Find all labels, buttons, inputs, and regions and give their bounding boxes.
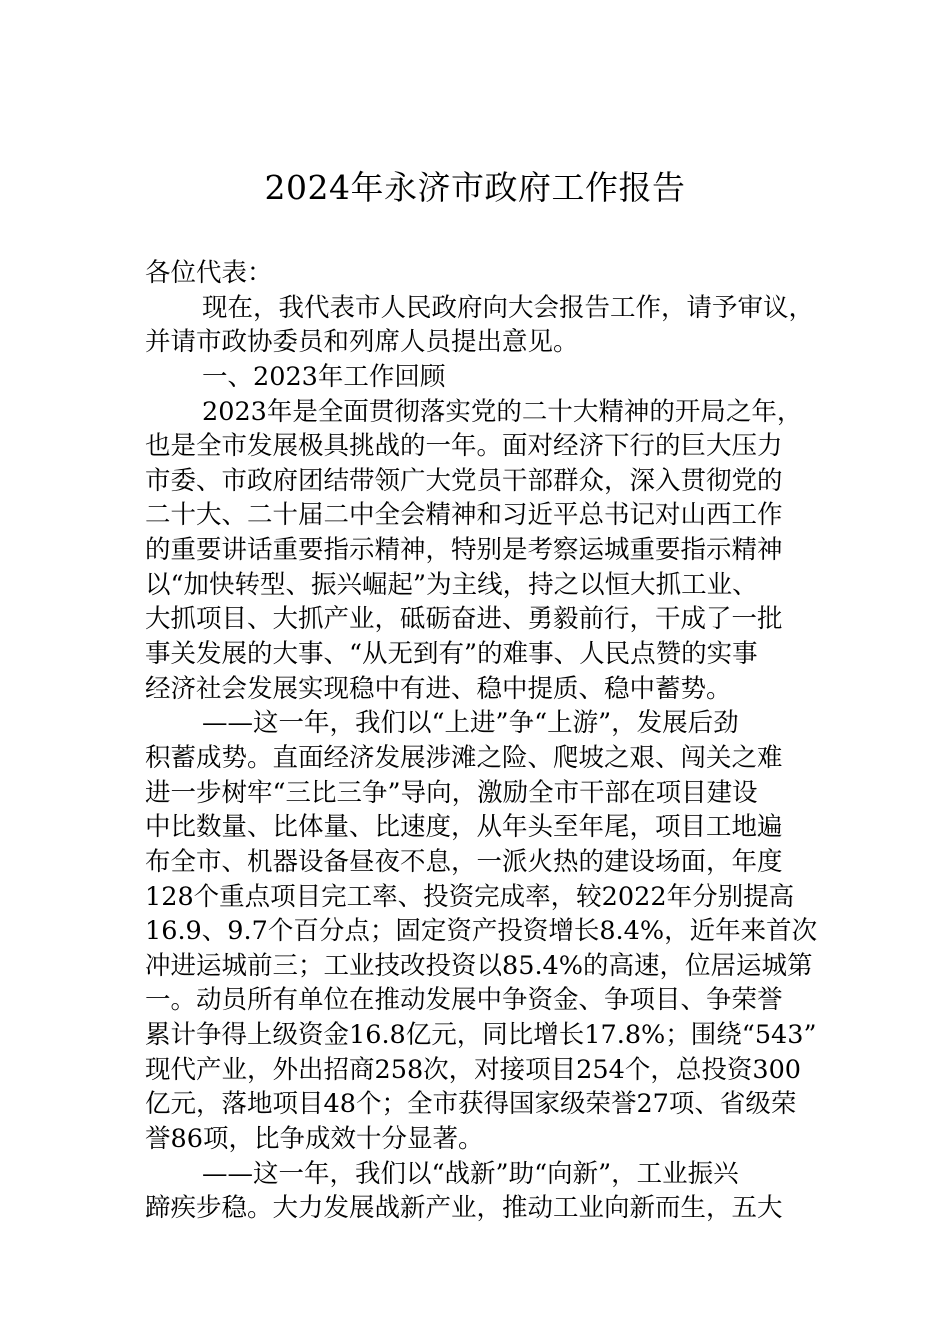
paragraph-line: 市委、市政府团结带领广大党员干部群众，深入贯彻党的 (145, 465, 783, 496)
paragraph-line: 也是全市发展极具挑战的一年。面对经济下行的巨大压力 (145, 431, 783, 462)
paragraph-line: 中比数量、比体量、比速度，从年头至年尾，项目工地遍 (145, 812, 783, 843)
paragraph-line: 蹄疾步稳。大力发展战新产业，推动工业向新而生，五大 (145, 1193, 783, 1224)
paragraph-line: 二十大、二十届二中全会精神和习近平总书记对山西工作 (145, 500, 783, 531)
paragraph-line: 现代产业，外出招商258次，对接项目254个，总投资300 (145, 1054, 802, 1085)
paragraph-line: 经济社会发展实现稳中有进、稳中提质、稳中蓄势。 (145, 673, 732, 704)
paragraph-line: 128个重点项目完工率、投资完成率，较2022年分别提高 (145, 881, 795, 912)
paragraph-line: 16.9、9.7个百分点；固定资产投资增长8.4%，近年来首次 (145, 916, 818, 947)
paragraph-line: 亿元，落地项目48个；全市获得国家级荣誉27项、省级荣 (145, 1089, 797, 1120)
salutation: 各位代表： (145, 258, 273, 288)
paragraph-line: ——这一年，我们以“战新”助“向新”，工业振兴 (202, 1158, 739, 1189)
document-body (145, 256, 818, 1226)
section-heading: 一、2023年工作回顾 (202, 361, 446, 392)
paragraph-line: 一。动员所有单位在推动发展中争资金、争项目、争荣誉 (145, 985, 783, 1016)
document-title: 2024年永济市政府工作报告 (264, 168, 686, 207)
paragraph-line: 冲进运城前三；工业技改投资以85.4%的高速，位居运城第 (145, 950, 813, 981)
paragraph-line: 积蓄成势。直面经济发展涉滩之险、爬坡之艰、闯关之难 (145, 742, 783, 773)
paragraph-line: 并请市政协委员和列席人员提出意见。 (145, 327, 579, 358)
paragraph-line: 2023年是全面贯彻落实党的二十大精神的开局之年， (202, 396, 803, 427)
paragraph-line: ——这一年，我们以“上进”争“上游”，发展后劲 (202, 708, 739, 739)
paragraph-line: 的重要讲话重要指示精神，特别是考察运城重要指示精神 (145, 535, 783, 566)
paragraph-line: 布全市、机器设备昼夜不息，一派火热的建设场面，年度 (145, 846, 783, 877)
paragraph-line: 以“加快转型、振兴崛起”为主线，持之以恒大抓工业、 (145, 569, 758, 600)
paragraph-line: 誉86项，比争成效十分显著。 (145, 1124, 484, 1155)
paragraph-line: 进一步树牢“三比三争”导向，激励全市干部在项目建设 (145, 777, 758, 808)
paragraph-line: 事关发展的大事、“从无到有”的难事、人民点赞的实事 (145, 639, 758, 670)
paragraph-line: 现在，我代表市人民政府向大会报告工作，请予审议， (202, 292, 815, 323)
paragraph-line: 大抓项目、大抓产业，砥砺奋进、勇毅前行，干成了一批 (145, 604, 783, 635)
paragraph-line: 累计争得上级资金16.8亿元，同比增长17.8%；围绕“543” (145, 1020, 817, 1051)
